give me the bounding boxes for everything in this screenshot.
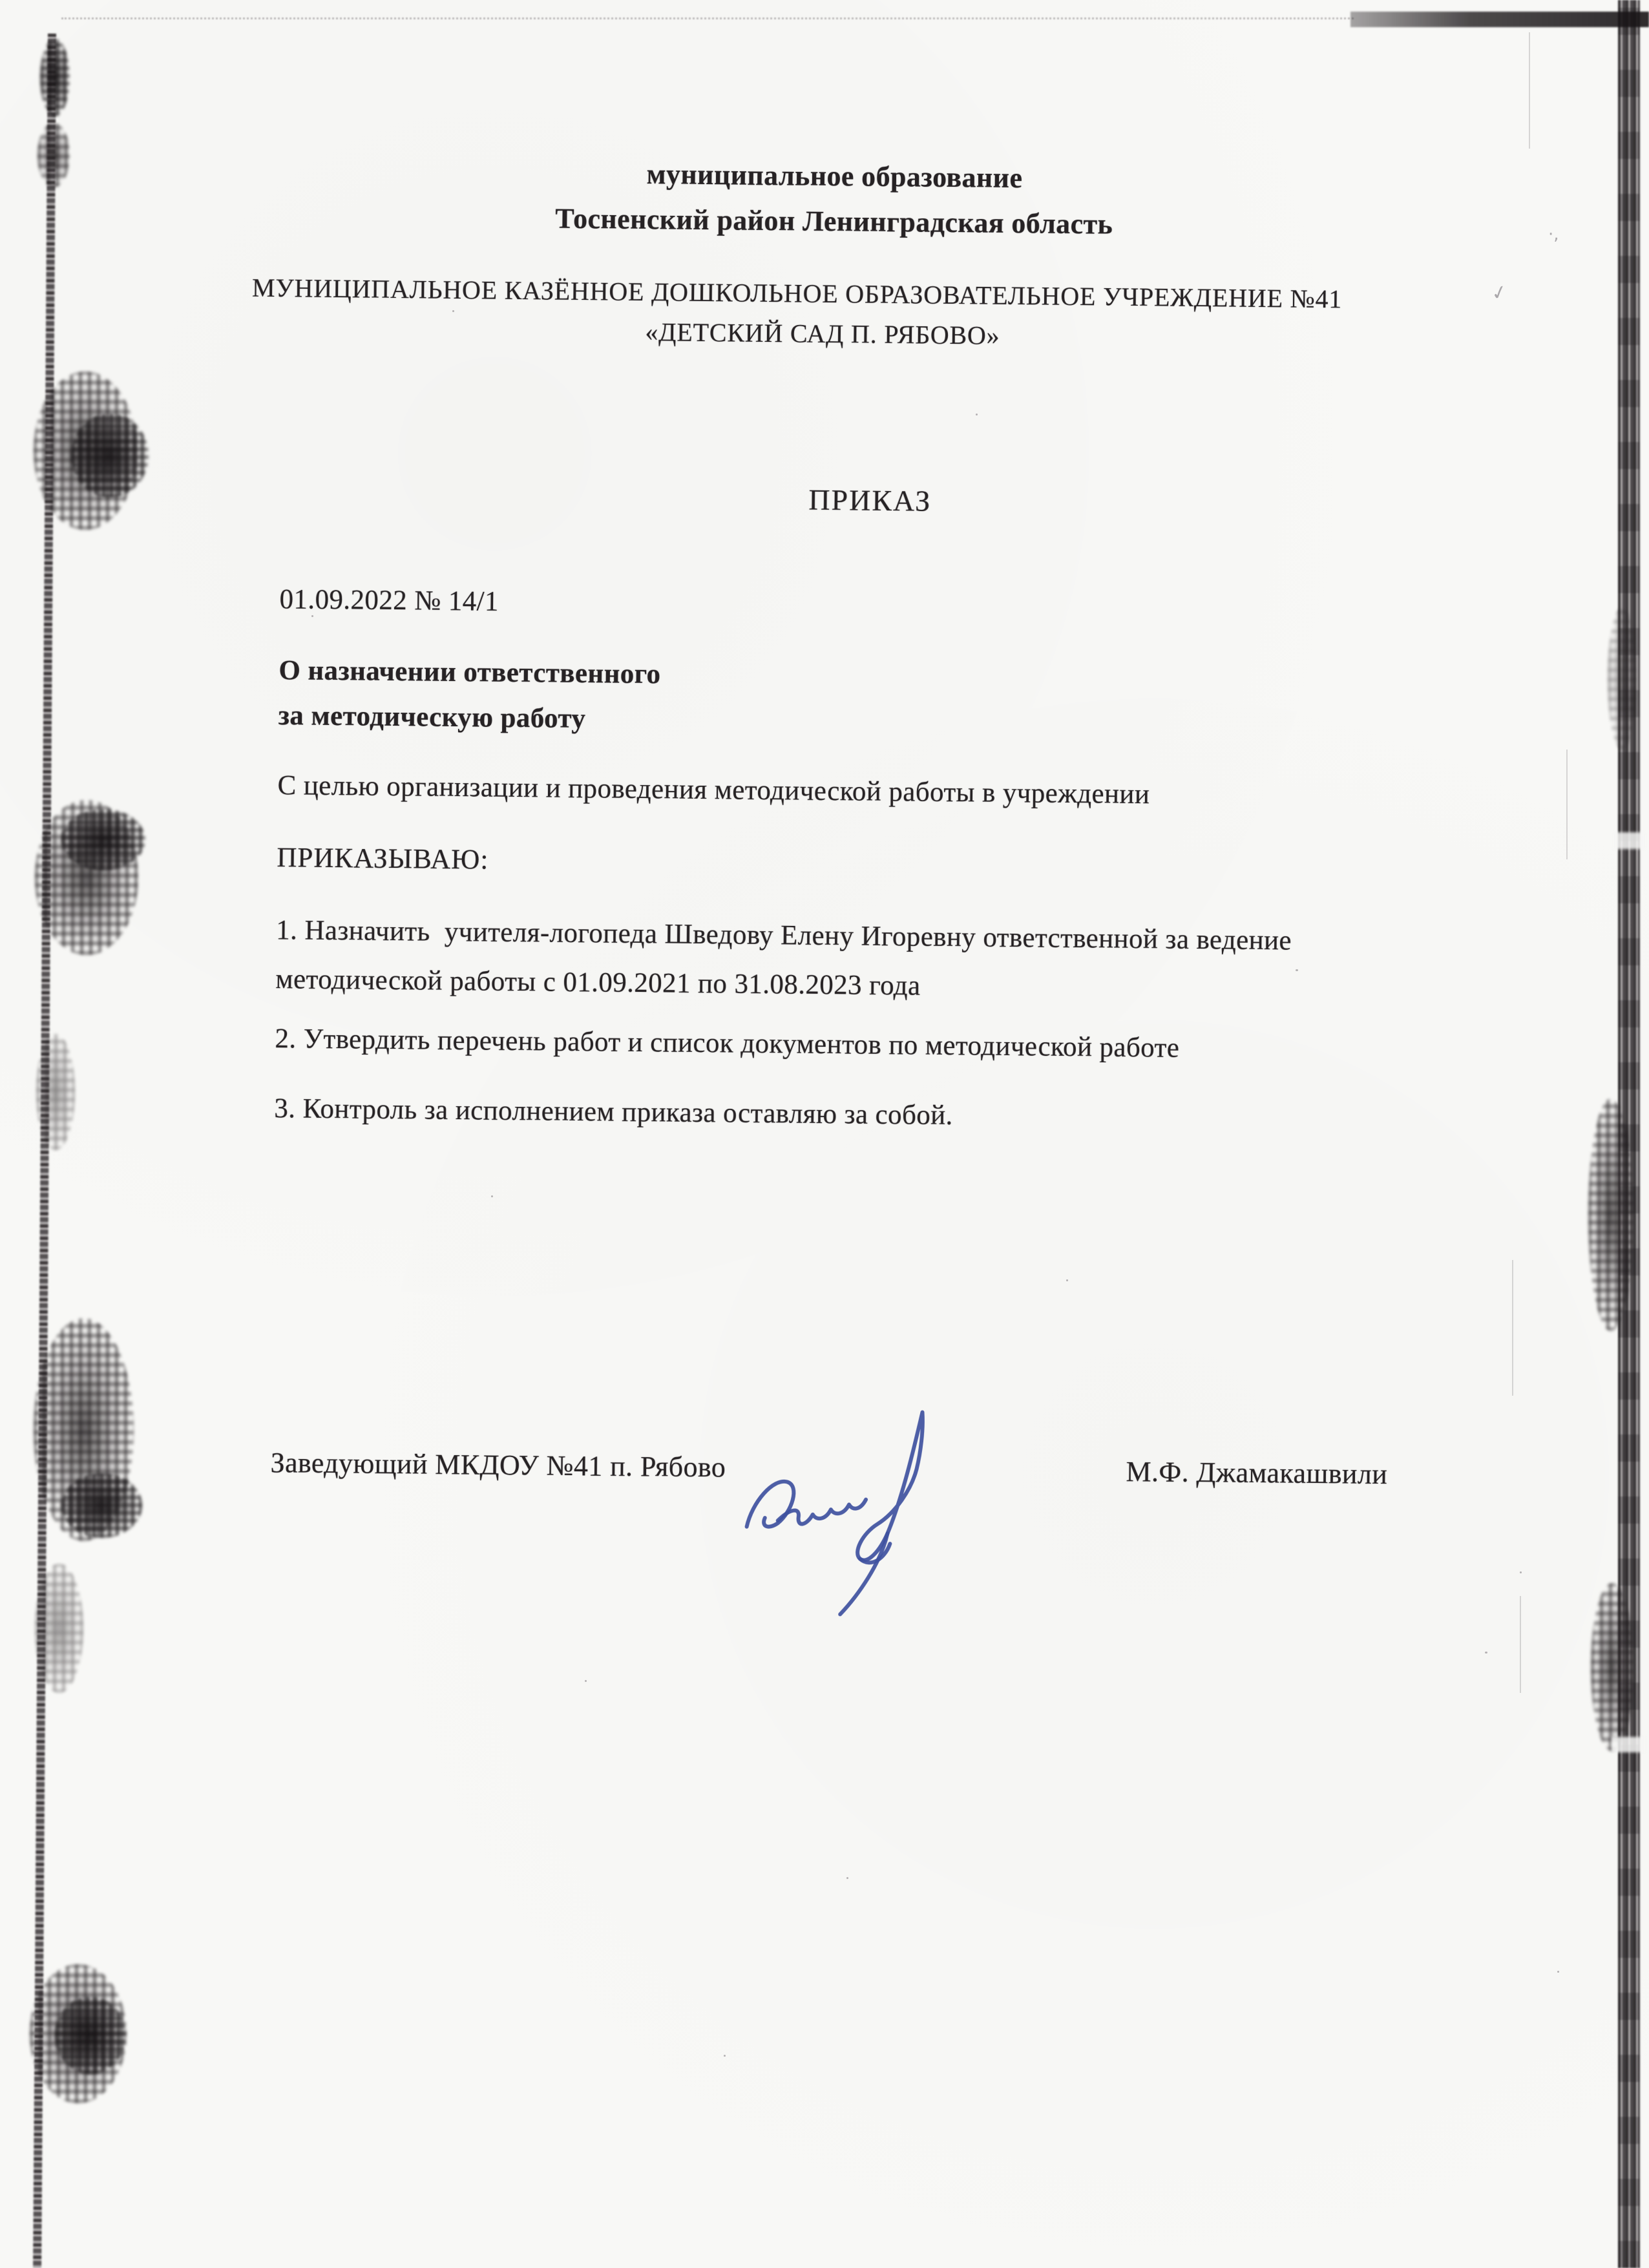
- signer-position-label: Заведующий МКДОУ №41 п. Рябово: [270, 1447, 726, 1484]
- header-organization-line1: МУНИЦИПАЛЬНОЕ КАЗЁННОЕ ДОШКОЛЬНОЕ ОБРАЗОВАТЕЛЬНОЕ УЧРЕЖДЕНИЕ №41: [251, 273, 1343, 314]
- order-item-1-line-1: 1. Назначить учителя-логопеда Шведову Елену Игоревну ответственной за ведение: [276, 915, 1292, 956]
- scan-speckle: [846, 1877, 848, 1879]
- header-municipality-line2: Тосненский район Ленинградская область: [555, 202, 1113, 240]
- scan-speckle: [491, 1195, 493, 1197]
- subject-line2: за методическую работу: [278, 700, 586, 735]
- order-item-1-line-2: методической работы с 01.09.2021 по 31.08.2023 года: [275, 964, 921, 1002]
- scan-speckle: [724, 2055, 726, 2057]
- scan-speckle: [1485, 1652, 1487, 1654]
- scan-speckle: [1520, 1571, 1522, 1573]
- subject-line1: О назначении ответственного: [278, 655, 661, 690]
- scan-speckle: [1557, 1971, 1559, 1973]
- order-word: ПРИКАЗЫВАЮ:: [277, 843, 489, 876]
- order-item-3: 3. Контроль за исполнением приказа оставляю за собой.: [274, 1093, 953, 1131]
- scan-speckle: [452, 310, 454, 312]
- scan-speckle: [976, 414, 978, 415]
- scan-speckle: [311, 615, 313, 617]
- order-item-2: 2. Утвердить перечень работ и список документов по методической работе: [275, 1024, 1180, 1064]
- date-and-number: 01.09.2022 № 14/1: [279, 584, 499, 617]
- scan-speckle: [1296, 969, 1298, 971]
- scan-speckle: [585, 1680, 587, 1682]
- header-municipality-line1: муниципальное образование: [646, 158, 1023, 194]
- signer-name: М.Ф. Джамакашвили: [1126, 1455, 1388, 1491]
- preamble: С целью организации и проведения методической работы в учреждении: [277, 770, 1150, 810]
- scan-speckle: [1066, 1279, 1068, 1281]
- scan-artifact-speck-mark: ·,: [1548, 225, 1559, 244]
- document-title: ПРИКАЗ: [808, 483, 932, 518]
- signature-ink: [731, 1400, 967, 1629]
- scan-artifact-tick-mark: ✓: [1489, 280, 1511, 306]
- header-organization-line2: «ДЕТСКИЙ САД П. РЯБОВО»: [645, 317, 1000, 350]
